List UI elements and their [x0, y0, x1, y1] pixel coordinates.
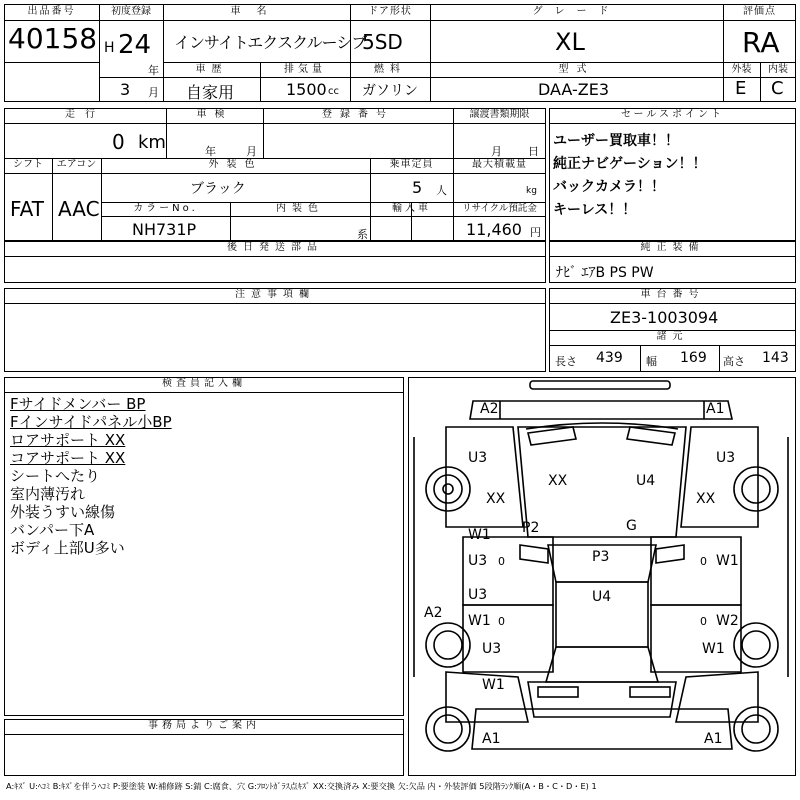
damage-mark: U4: [592, 589, 612, 605]
lot-number-label: 出品番号: [27, 6, 76, 17]
car-name: インサイトエクスクルーシブ: [174, 33, 367, 52]
capacity-unit: 人: [436, 184, 447, 197]
score-label: 評価点: [743, 6, 776, 17]
color: ブラック: [190, 181, 246, 197]
inspector-note: Fサイドメンバー BP: [10, 395, 146, 413]
recycle-fee: 11,460: [466, 220, 522, 239]
inspector-note: ロアサポート XX: [10, 431, 126, 449]
damage-mark: G: [626, 518, 637, 534]
damage-mark: A1: [704, 731, 723, 747]
damage-mark: W1: [468, 613, 491, 629]
damage-mark: A2: [424, 605, 443, 621]
damage-mark: W2: [716, 613, 739, 629]
damage-mark: U3: [716, 450, 736, 466]
height-label: 高さ: [723, 355, 745, 368]
reg-month: 3: [120, 80, 131, 99]
equipment: ﾅﾋﾞ ｴｱB PS PW: [556, 265, 654, 281]
fuel-label: 燃料: [374, 64, 406, 75]
max-load-unit: kg: [526, 186, 537, 196]
inspector-notes-list: [10, 395, 172, 557]
sales-point: バックカメラ！！: [553, 179, 665, 195]
displacement-unit: cc: [328, 86, 339, 97]
width-label: 幅: [646, 355, 657, 368]
damage-mark: W1: [482, 677, 505, 693]
mileage: 0: [112, 130, 125, 154]
damage-mark: 0: [700, 615, 707, 628]
shift: FAT: [10, 197, 45, 221]
reg-year: 24: [118, 30, 152, 60]
transfer-day-unit: 日: [528, 145, 539, 158]
car-name-label: 車名: [230, 6, 283, 17]
damage-mark: XX: [696, 491, 716, 507]
inspection-month-unit: 月: [246, 145, 257, 158]
legend: A:ｷｽﾞ U:ﾍｺﾐ B:ｷｽﾞを伴うﾍｺﾐ P:要塗装 W:補修跡 S:錆 C:腐食、穴 G:ﾌﾛﾝﾄｶﾞﾗｽ点ｷｽﾞ XX:交換済み X:要交換 欠:欠品 内・外装評価 5段階ﾗﾝｸ順(A・B・C・D・E) 1: [6, 781, 597, 791]
first-reg-label: 初度登録: [111, 6, 151, 17]
dims-label: 諸元: [656, 331, 689, 342]
car-diagram: [408, 377, 796, 776]
inspection-year-unit: 年: [205, 145, 216, 158]
color-no-label: カラーNo.: [133, 203, 198, 214]
model-code: DAA-ZE3: [538, 80, 610, 99]
damage-mark: U3: [468, 587, 488, 603]
inspector-note: Fインサイドパネル小BP: [10, 413, 172, 431]
score: RA: [742, 26, 780, 59]
grade-label: グレード: [532, 6, 621, 17]
damage-mark: A2: [480, 401, 499, 417]
damage-mark: A1: [482, 731, 501, 747]
damage-mark: XX: [548, 473, 568, 489]
later-parts-label: 後日発送部品: [227, 242, 323, 253]
interior-score-label: 内装: [768, 64, 788, 75]
reg-year-unit: 年: [148, 64, 159, 77]
displacement-label: 排気量: [284, 64, 326, 75]
ac-label: エアコン: [56, 159, 97, 170]
interior-score: C: [771, 78, 784, 99]
recycle-unit: 円: [530, 226, 541, 239]
damage-marks: [424, 401, 739, 747]
sales-point: 純正ナビゲーション！！: [553, 156, 707, 172]
sales-point: ユーザー買取車！！: [553, 133, 679, 149]
damage-mark: 0: [498, 555, 505, 568]
transfer-label: 譲渡書類期限: [469, 109, 530, 120]
lot-number: 40158: [8, 22, 98, 55]
inspector-note: シートへたり: [10, 467, 101, 485]
damage-mark: W1: [468, 527, 491, 543]
inspector-note: ボディ上部U多い: [10, 539, 125, 557]
plate-label: 登録番号: [322, 109, 394, 120]
inspection-label: 車検: [196, 109, 233, 120]
inspector-label: 検査員記入欄: [162, 378, 246, 389]
damage-mark: W1: [716, 553, 739, 569]
capacity-label: 乗車定員: [389, 159, 434, 170]
max-load-label: 最大積載量: [472, 159, 527, 170]
width: 169: [680, 350, 707, 366]
sales-points-list: [553, 130, 706, 222]
exterior-score-label: 外装: [731, 64, 752, 75]
equipment-label: 純正装備: [640, 242, 705, 253]
capacity: 5: [412, 178, 423, 197]
exterior-score: E: [735, 78, 747, 99]
damage-mark: A1: [706, 401, 725, 417]
interior-color-unit: 系: [357, 228, 368, 241]
door-type: 5SD: [362, 30, 403, 54]
office-label: 事務局よりご案内: [148, 720, 260, 731]
mileage-unit: km: [138, 132, 166, 153]
displacement: 1500: [286, 80, 327, 99]
sales-point: キーレス！！: [553, 202, 637, 218]
era: H: [104, 40, 115, 56]
door-label: ドア形状: [368, 6, 412, 17]
damage-mark: U4: [636, 473, 656, 489]
history: 自家用: [186, 83, 235, 102]
damage-mark: U3: [482, 641, 502, 657]
chassis-label: 車台番号: [640, 289, 705, 300]
damage-mark: W1: [702, 641, 725, 657]
inspector-note: バンパー下A: [10, 521, 95, 539]
sales-points-label: セールスポイント: [620, 109, 725, 120]
damage-mark: 0: [498, 615, 505, 628]
damage-mark: XX: [486, 491, 506, 507]
color-label: 外装色: [208, 159, 263, 170]
recycle-label: リサイクル預託金: [462, 203, 537, 214]
damage-mark: U3: [468, 553, 488, 569]
history-label: 車歴: [195, 64, 228, 75]
fuel: ガソリン: [362, 83, 418, 99]
notes-label: 注意事項欄: [235, 289, 315, 300]
length-label: 長さ: [555, 355, 577, 368]
shift-label: シフト: [13, 159, 43, 170]
vehicle-detail-grid: [4, 108, 546, 241]
damage-mark: 0: [700, 555, 707, 568]
model-code-label: 型式: [558, 64, 595, 75]
transfer-month-unit: 月: [491, 145, 502, 158]
length: 439: [596, 350, 623, 366]
grade: XL: [555, 28, 585, 56]
damage-mark: P2: [522, 520, 540, 536]
interior-color-label: 内装色: [276, 203, 324, 214]
color-no: NH731P: [132, 220, 197, 239]
ac: AAC: [58, 197, 100, 221]
import-label: 輸入車: [392, 203, 431, 214]
inspector-note: コアサポート XX: [10, 449, 126, 467]
mileage-label: 走行: [65, 109, 105, 120]
chassis-number: ZE3-1003094: [610, 308, 719, 327]
reg-month-unit: 月: [148, 86, 159, 99]
inspector-note: 室内薄汚れ: [10, 485, 86, 503]
damage-mark: P3: [592, 549, 610, 565]
damage-mark: U3: [468, 450, 488, 466]
height: 143: [762, 350, 789, 366]
inspector-note: 外装うすい線傷: [10, 503, 116, 521]
